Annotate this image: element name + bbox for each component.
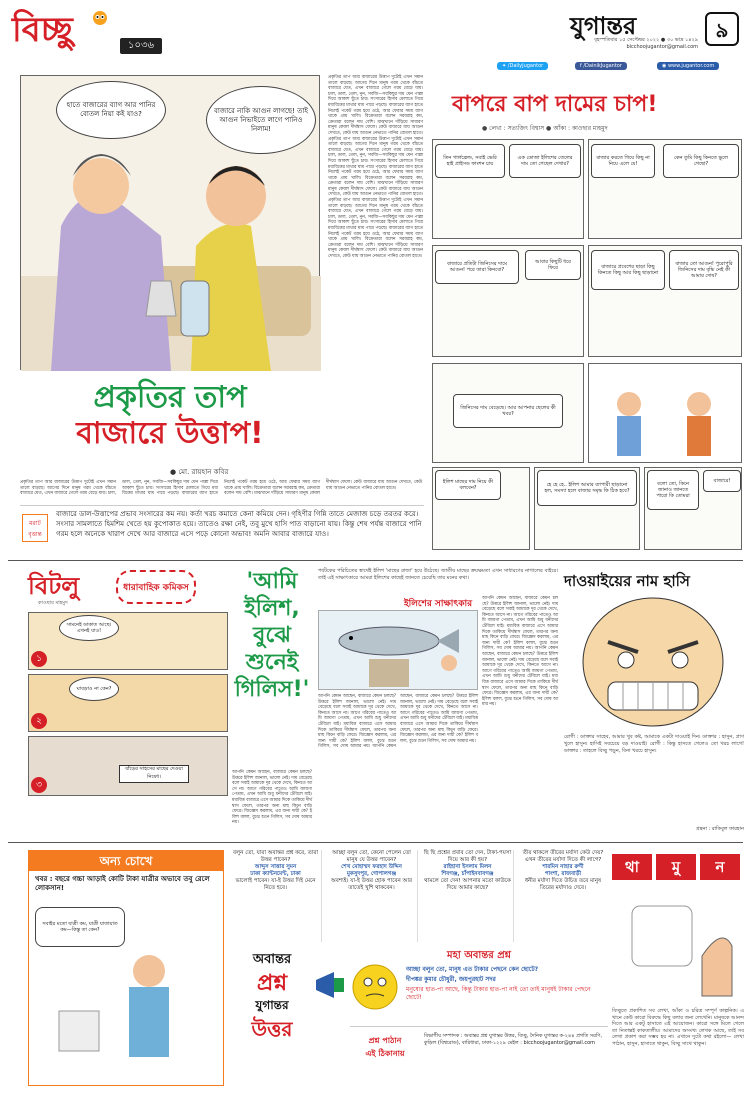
speech-bubble-wife: হাতে বাজারের ব্যাগ আর পানির বোতল নিয়া কই যাও?	[56, 81, 166, 139]
bitlu-author: কাওছার মাহমুদ	[38, 600, 68, 606]
panel-number-2: ২	[31, 713, 47, 729]
bicchoo-logo	[12, 10, 112, 52]
ilish-illustration	[318, 610, 478, 690]
bitlu-comic	[28, 568, 228, 796]
comic-panel-5	[432, 363, 584, 463]
dawai-title: দাওয়াইয়ের নাম হাসি	[564, 572, 690, 590]
thamun-letter-1: থা	[612, 854, 652, 880]
thinking-face-icon	[350, 962, 400, 1012]
bitlu-bubble-1: সামনেই ডাকাত আছে। এখনই যাও!	[59, 615, 119, 641]
lead-story-title	[20, 380, 320, 460]
panel9-bubble-b: বাজারে!	[703, 470, 741, 492]
morat-box	[20, 505, 424, 555]
globe-icon: ◉	[662, 63, 668, 69]
onno-chokhe-bubble: সবাইর মতো যাত্রী কম, যাত্রী যাতায়াত কম—কিন্তু তা কেন?	[35, 907, 125, 947]
owl-mascot-icon	[92, 10, 108, 26]
panel3-bubble-a: বাজারে প্রতিটা জিনিসের দামে আগুন! পরে তারা কিনবো?	[435, 250, 519, 284]
date-line: বৃহস্পতিবার ১৫ সেপ্টেম্বর ২০২২ ● ৩০ ভাদ্র ১৪২৯	[594, 37, 698, 43]
comic-panel-9	[644, 467, 742, 550]
hand-stop-illustration	[612, 886, 744, 1006]
ilish-body-right: আপনি কেমন আছেন, বাজারে কেমন চলছে? উত্তরে ইলিশ জানাল, ভালো নেই। দাম বেড়েছে বলে সবাই আমাকে দূর থেকে দেখে, কিনতে আসে না। আগে গরিবের পাতেও আমি জায়গা পেতাম, এখন আমি শুধু ধনীদের টেবিলে যাই। মধ্যবিত্ত বাজারে এসে আমার দিকে তাকিয়ে দীর্ঘশ্বাস ফেলে, তারপর অন্য মাছ কিনে বাড়ি ফেরে। জিজ্ঞেস করলাম, এর জন্য দায়ী কে? ইলিশ বলল, বুঝে শুনে গিলিস, সব দোষ আমার নয়। আপনি কেমন আছেন, বাজারে কেমন চলছে? উত্তরে ইলিশ জানাল, ভালো নেই। দাম বেড়েছে বলে সবাই আমাকে দূর থেকে দেখে, কিনতে আসে না। আগে গরিবের পাতেও আমি জায়গা পেতাম, এখন আমি শুধু ধনীদের টেবিলে যাই। মধ্যবিত্ত বাজারে এসে আমার দিকে তাকিয়ে দীর্ঘশ্বাস ফেলে, তারপর অন্য মাছ কিনে বাড়ি ফেরে। জিজ্ঞেস করলাম, এর জন্য দায়ী কে? ইলিশ বলল, বুঝে শুনে গিলিস, সব দোষ আমার নয়।	[482, 596, 558, 708]
speech-bubble-husband: বাজারে নাকি আগুন লাগছে! তাই আগুন নিভাইতে লাগে পানিও নিলাম!	[206, 86, 316, 154]
traveler-illustration	[29, 951, 223, 1081]
panel5-bubble: জিনিসের দাম বেড়েছে। আর আপনার ছেলের কী খবর?	[453, 394, 563, 428]
bitlu-tag: ধারাবাহিক কমিকস	[116, 570, 196, 604]
panel-number-3: ৩	[31, 777, 47, 793]
comic-panel-3	[432, 245, 584, 357]
masthead	[8, 8, 743, 58]
comic-panel-4	[588, 245, 742, 357]
twitter-icon: ✦	[502, 63, 508, 69]
ilish-body-left: আপনি কেমন আছেন, বাজারে কেমন চলছে? উত্তরে ইলিশ জানাল, ভালো নেই। দাম বেড়েছে বলে সবাই আমাকে দূর থেকে দেখে, কিনতে আসে না। আগে গরিবের পাতেও আমি জায়গা পেতাম, এখন আমি শুধু ধনীদের টেবিলে যাই। মধ্যবিত্ত বাজারে এসে আমার দিকে তাকিয়ে দীর্ঘশ্বাস ফেলে, তারপর অন্য মাছ কিনে বাড়ি ফেরে। জিজ্ঞেস করলাম, এর জন্য দায়ী কে? ইলিশ বলল, বুঝে শুনে গিলিস, সব দোষ আমার নয়।	[232, 770, 312, 826]
bicchoo-logo-text: বিচ্ছু	[12, 10, 73, 50]
ilish-body-mid: আপনি কেমন আছেন, বাজারে কেমন চলছে? উত্তরে ইলিশ জানাল, ভালো নেই। দাম বেড়েছে বলে সবাই আমাকে দূর থেকে দেখে, কিনতে আসে না। আগে গরিবের পাতেও আমি জায়গা পেতাম, এখন আমি শুধু ধনীদের টেবিলে যাই। মধ্যবিত্ত বাজারে এসে আমার দিকে তাকিয়ে দীর্ঘশ্বাস ফেলে, তারপর অন্য মাছ কিনে বাড়ি ফেরে। জিজ্ঞেস করলাম, এর জন্য দায়ী কে? ইলিশ বলল, বুঝে শুনে গিলিস, সব দোষ আমার নয়। আপনি কেমন আছেন, বাজারে কেমন চলছে? উত্তরে ইলিশ জানাল, ভালো নেই। দাম বেড়েছে বলে সবাই আমাকে দূর থেকে দেখে, কিনতে আসে না। আগে গরিবের পাতেও আমি জায়গা পেতাম, এখন আমি শুধু ধনীদের টেবিলে যাই। মধ্যবিত্ত বাজারে এসে আমার দিকে তাকিয়ে দীর্ঘশ্বাস ফেলে, তারপর অন্য মাছ কিনে বাড়ি ফেরে। জিজ্ঞেস করলাম, এর জন্য দায়ী কে? ইলিশ বলল, বুঝে শুনে গিলিস, সব দোষ আমার নয়।	[318, 694, 478, 750]
ilish-fish-icon	[319, 611, 479, 691]
panel1-bubble-a: তিন গার্লফ্রেন্ড, সবাই ভেরি হাই প্রাইসড ফাংশন চায়	[435, 144, 505, 178]
ilish-section-title: ইলিশের সাক্ষাৎকার	[403, 599, 473, 609]
comic-panel-8	[534, 467, 640, 550]
page-number: ৯	[705, 12, 739, 46]
dawai-body: রোগী : ডাক্তার সাহেব, আমার খুব কষ্ট, আমাকে একটা দাওয়াই দিন। ডাক্তার : হাসুন, প্রাণ খুলে হাসুন। হাসিই সবচেয়ে বড় দাওয়াই। রোগী : কিন্তু হাসতে গেলেও তো খরচ লাগে! ডাক্তার : তাহলে বিচ্ছু পড়ুন, বিনা খরচে হাসুন।	[564, 734, 744, 754]
panel4-bubble-a: বাজারে প্রবেশের ছাড়া কিছু কিনতে কিছু আর কিছু ছাড়ানো	[591, 250, 665, 290]
onno-chokhe-news: খবর : বছরে গচ্চা আড়াই কোটি টাকা যাত্রীর অভাবে তবু রেলে লোকসান!	[35, 875, 210, 892]
bitlu-panel-3	[28, 736, 228, 796]
bitlu-logo: বিটলু	[28, 572, 80, 600]
dam-comic	[432, 75, 742, 550]
thamun-letter-2: মু	[656, 854, 696, 880]
lead-story-byline: ● মো. রায়হান কবির	[170, 468, 229, 476]
dam-comic-title: বাপরে বাপ দামের চাপ!	[452, 92, 658, 117]
lead-story-body: প্রকৃতির তাপ আর বাজারের উত্তাপ দুটোই এখন সমানতালে বাড়ছে। আগের দিনে মানুষ গরম থেকে বাঁচতে বাজারে যেত, এখন বাজারে গেলে গরম বেড়ে যায়। চাল, ডাল, তেল, নুন, সবজি—সবকিছুর দাম যেন পাল্লা দিয়ে আকাশ ছুঁতে চায়। সংসারের হিসাব মেলাতে গিয়ে মধ্যবিত্তের মাথার ঘাম পায়ে পড়ছে। বাজারের ব্যাগ হাতে নিলেই পকেট গরম হয়ে ওঠে, আর ফেরার সময় ব্যাগ থাকে প্রায় খালি। বিক্রেতারা বলেন সরবরাহ কম, ক্রেতারা বলেন দাম বেশি। মাঝখানে দাঁড়িয়ে সাধারণ মানুষ কেবল দীর্ঘশ্বাস ফেলে। কেউ বাজারে যায় আগুন দেখতে, কেউ যায় আগুন নেভাতে পানির বোতল হাতে। প্রকৃতির তাপ আর বাজারের উত্তাপ দুটোই এখন সমানতালে বাড়ছে। আগের দিনে মানুষ গরম থেকে বাঁচতে বাজারে যেত, এখন বাজারে গেলে গরম বেড়ে যায়। চাল, ডাল, তেল, নুন, সবজি—সবকিছুর দাম যেন পাল্লা দিয়ে আকাশ ছুঁতে চায়। সংসারের হিসাব মেলাতে গিয়ে মধ্যবিত্তের মাথার ঘাম পায়ে পড়ছে। বাজারের ব্যাগ হাতে নিলেই পকেট গরম হয়ে ওঠে, আর ফেরার সময় ব্যাগ থাকে প্রায় খালি। বিক্রেতারা বলেন সরবরাহ কম, ক্রেতারা বলেন দাম বেশি। মাঝখানে দাঁড়িয়ে সাধারণ মানুষ কেবল দীর্ঘশ্বাস ফেলে। কেউ বাজারে যায় আগুন দেখতে, কেউ যায় আগুন নেভাতে পানির বোতল হাতে। প্রকৃতির তাপ আর বাজারের উত্তাপ দুটোই এখন সমানতালে বাড়ছে। আগের দিনে মানুষ গরম থেকে বাঁচতে বাজারে যেত, এখন বাজারে গেলে গরম বেড়ে যায়। চাল, ডাল, তেল, নুন, সবজি—সবকিছুর দাম যেন পাল্লা দিয়ে আকাশ ছুঁতে চায়। সংসারের হিসাব মেলাতে গিয়ে মধ্যবিত্তের মাথার ঘাম পায়ে পড়ছে। বাজারের ব্যাগ হাতে নিলেই পকেট গরম হয়ে ওঠে, আর ফেরার সময় ব্যাগ থাকে প্রায় খালি। বিক্রেতারা বলেন সরবরাহ কম, ক্রেতারা বলেন দাম বেশি। মাঝখানে দাঁড়িয়ে সাধারণ মানুষ কেবল দীর্ঘশ্বাস ফেলে। কেউ বাজারে যায় আগুন দেখতে, কেউ যায় আগুন নেভাতে পানির বোতল হাতে।	[328, 75, 423, 259]
morat-label: মরাট বৃত্তান্ত	[22, 514, 48, 542]
twitter-link[interactable]: ✦ /DailyJugantor	[497, 62, 548, 70]
bitlu-panel-2	[28, 674, 228, 732]
comic-panel-7	[432, 467, 530, 550]
thamun-section	[612, 850, 744, 1086]
bitlu-sign: যাঁড়ের সাহসের মাছের দেওয়া নিষেধ।	[119, 765, 189, 783]
facebook-link[interactable]: f /DainikJugantor	[575, 62, 627, 70]
dawai-illustration	[568, 592, 738, 730]
onno-chokhe-label: অন্য চোখে	[29, 851, 223, 871]
grinning-face-icon	[568, 592, 738, 730]
maha-question: আচ্ছা বলুন তো, মানুষ এত টাকার পেছনে কেন ছোটে?	[406, 966, 539, 973]
divider-mid	[8, 560, 743, 561]
qa-entry-4: তীর থাকলে তীরের মর্যাদা কেউ দেয়? এখন তীরের মর্যাদা দিতে কী লাগে? শারমিন নাহার রুণী পাংশা, রাজবাড়ী ধনীর মর্যাদা দিতে উচিত তবে মানুষ তিরের মর্যাদাও দেবে।	[522, 850, 604, 891]
lead-title-line1: প্রকৃতির তাপ	[93, 380, 247, 415]
panel9-bubble-a: বলো তো, কিনে জানাও জানতে পারো কি তোমরা	[647, 470, 699, 510]
megaphone-icon	[314, 970, 348, 1000]
comic-panel-1	[432, 139, 584, 239]
panel-number-1: ১	[31, 651, 47, 667]
panel2-bubble-a: বাজার করতে গিয়ে কিছু না নিয়ে এলে যে!	[591, 144, 655, 178]
qa-entry-2: আচ্ছা বলুন তো, কেনো পেলেন তো মানুষ যে উত্তর পাবেন? শেখ মোহাম্মদ ফরহাদ উদ্দিন মুকসুদপুর, গোপালগঞ্জ অবশ্যই। যা-ই উত্তর হোক পাবেন আর তাতেই খুশি থাকবেন।	[326, 850, 418, 942]
ilish-headline: 'আমি ইলিশ, বুঝে শুনেই গিলিস!'	[234, 569, 310, 702]
divider-bottom	[8, 842, 743, 843]
cover-comic	[20, 75, 320, 370]
send-question-box	[350, 1026, 608, 1082]
panel1-bubble-b: এক ডোজা ইলিশের তেলের দাম তো গেছেল দেখার?	[509, 144, 581, 178]
morat-text: বাজারে ডাল-উত্তাপের প্রভাব সংসারের কম নয়। কর্তা খরচ কমাতে কেনা কমিয়ে দেন। গৃহিণীর গিন্নি তাতে মেজাজ চড়ে তরতর করে। সংসার সামলাতে হিমশিম খেতে হয় কুপোকাত হয়ে। তাতেও রক্ষা নেই, তবু মুখে হাসি পাত বাড়ানো যায়। কিন্তু শেষ পর্যন্ত বাজারে পানি গরম হলে অনেকে খারাপ দেখে আর বাজারে এসে পড়ে কোনো অভাব! অমনি আবার বাজারে যাও।	[56, 510, 422, 538]
dawai-credit: গ্রন্থনা : রাকিবুল ফারহান	[695, 826, 744, 832]
send-label: প্রশ্ন পাঠান এই ঠিকানায়	[365, 1036, 405, 1058]
qa-left-label: অবান্তর প্রশ্ন যুগান্তর উত্তর	[251, 952, 293, 1041]
bitlu-bubble-2: ঘাবড়াও না কেন?	[69, 677, 119, 701]
ilish-intro: পর্যটকের পরিচিতের স্বার্থেই ইলিশ 'মাছের রাজা' হয়ে উঠেছে। জাতীয় মাছের ক্রয়ক্ষমতা এখন সাধারণের নাগালের বাইরে। তাই এই সাক্ষাৎকারে আমরা ইলিশের কাছেই জানতে চেয়েছি তার মনের কথা।	[318, 568, 558, 581]
paper-name: যুগান্তর	[570, 11, 637, 40]
website-link[interactable]: ◉ www.jugantor.com	[657, 62, 719, 70]
issue-badge: ১০৩৬	[120, 38, 162, 54]
maha-name: দীপঙ্কর কুমার চৌধুরী, জয়পুরহাট সদর	[406, 976, 496, 983]
lead-title-line2: বাজারে উত্তাপ!	[76, 416, 264, 451]
email-line: bicchoojugantor@gmail.com	[626, 44, 698, 50]
comic-panel-2	[588, 139, 742, 239]
qa-entry-1: বলুন তো, যারা অবান্তর প্রশ্ন করে, তারা উত্তর পাবেন? আব্দুস সাত্তার সুমন ঢাকা ক্যান্টনমেন্ট, ঢাকা ভালোই পাবেন। যা-ই উত্তর দিই মেনে নিতে হবে।	[230, 850, 322, 942]
panel2-bubble-b: কেন তুমি কিছু কিনতে ভুলে গেছো?	[663, 144, 739, 178]
maha-title: মহা অবান্তর প্রশ্ন	[447, 950, 511, 961]
panel4-bubble-b: বাজার তো আগুন! পুরোপুরি জিনিসের দাম বৃদ্ধি নেই কী আমার দোষ?	[669, 250, 739, 290]
dam-comic-credits: ● লেখা : সত্যজিৎ বিশ্বাস ● আঁকা : কাওছার মাহমুদ	[482, 125, 608, 132]
jugantor-logo	[570, 8, 680, 38]
lead-story-body-2: প্রকৃতির তাপ আর বাজারের উত্তাপ দুটোই এখন সমানতালে বাড়ছে। আগের দিনে মানুষ গরম থেকে বাঁচতে বাজারে যেত, এখন বাজারে গেলে গরম বেড়ে যায়। চাল, ডাল, তেল, নুন, সবজি—সবকিছুর দাম যেন পাল্লা দিয়ে আকাশ ছুঁতে চায়। সংসারের হিসাব মেলাতে গিয়ে মধ্যবিত্তের মাথার ঘাম পায়ে পড়ছে। বাজারের ব্যাগ হাতে নিলেই পকেট গরম হয়ে ওঠে, আর ফেরার সময় ব্যাগ থাকে প্রায় খালি। বিক্রেতারা বলেন সরবরাহ কম, ক্রেতারা বলেন দাম বেশি। মাঝখানে দাঁড়িয়ে সাধারণ মানুষ কেবল দীর্ঘশ্বাস ফেলে। কেউ বাজারে যায় আগুন দেখতে, কেউ যায় আগুন নেভাতে পানির বোতল হাতে।	[20, 480, 422, 497]
panel7-bubble: ইলিশ মাছের দাম নিয়ে কী বলবেন?	[435, 470, 501, 500]
onno-chokhe	[28, 850, 224, 1086]
panel6-figures	[589, 364, 743, 464]
panel8-bubble: হে হে হে.. ইলিশ আমার ব্যাপারী ছাড়ানো হল, সমস্যা হলে বাজার সমৃদ্ধ কি ঠিক হবে?	[537, 470, 637, 506]
social-bar	[440, 62, 740, 72]
thamun-letter-3: ন	[700, 854, 740, 880]
thamun-text: বিচ্ছুতে প্রকাশিত সব লেখা, আঁকা ও চরিত্র সম্পূর্ণ কাল্পনিক। এখানে কেউ কারো বিরুদ্ধে কিছু বলার জন্য লেখেনি। মানুষকে আনন্দ দিতে আর একটু হাসাতে এই আয়োজন। কারো সঙ্গে মিলে গেলে তা নিতান্তই কাকতালীয়। আমাদের অসংখ্য লেখক আছে, তাই সব লেখা প্রকাশ করা সম্ভব হয় না। এখানে দুটো কথা রইলো— লেখা পাঠান, হাসুন, হাসাতে থাকুন, বিচ্ছু সাথে থাকুন।	[612, 1008, 744, 1047]
maha-answer: মনুষ্যের হাত-পা আছে, কিন্তু টাকার হাত-পা নাই তো তাই মানুষই টাকার পেছনে ছোটে!	[406, 986, 591, 1001]
panel3-bubble-b: আবার কিছুটি ধরে ফিরে	[525, 250, 581, 280]
qa-entry-3: ছি ছি প্রশ্নের প্রবাব তো দেন, টাকা-পয়সা দিয়ে আর কী হয়? রাইহানা ইসলাম মিলন শিবগঞ্জ, চাঁপাইনবাবগঞ্জ থামলে তো দেন! আপনার মতো কাউকে দিয়ে আমার কাছে?	[422, 850, 514, 942]
send-address: বিভাগীয় সম্পাদক : অবান্তর প্রশ্ন যুগান্তর উত্তর, বিচ্ছু, দৈনিক যুগান্তর ক-২৪৪ প্রগতি সরণি, কুড়িল (বিশ্বরোড), বারিধারা, ঢাকা-১২২৯ মেইল : bicchoojugantor@gmail.com	[424, 1033, 602, 1046]
maha-box	[350, 948, 608, 1018]
qa-section	[230, 850, 608, 1086]
bitlu-panel-1	[28, 612, 228, 670]
comic-panel-6	[588, 363, 742, 463]
facebook-icon: f	[580, 63, 584, 69]
